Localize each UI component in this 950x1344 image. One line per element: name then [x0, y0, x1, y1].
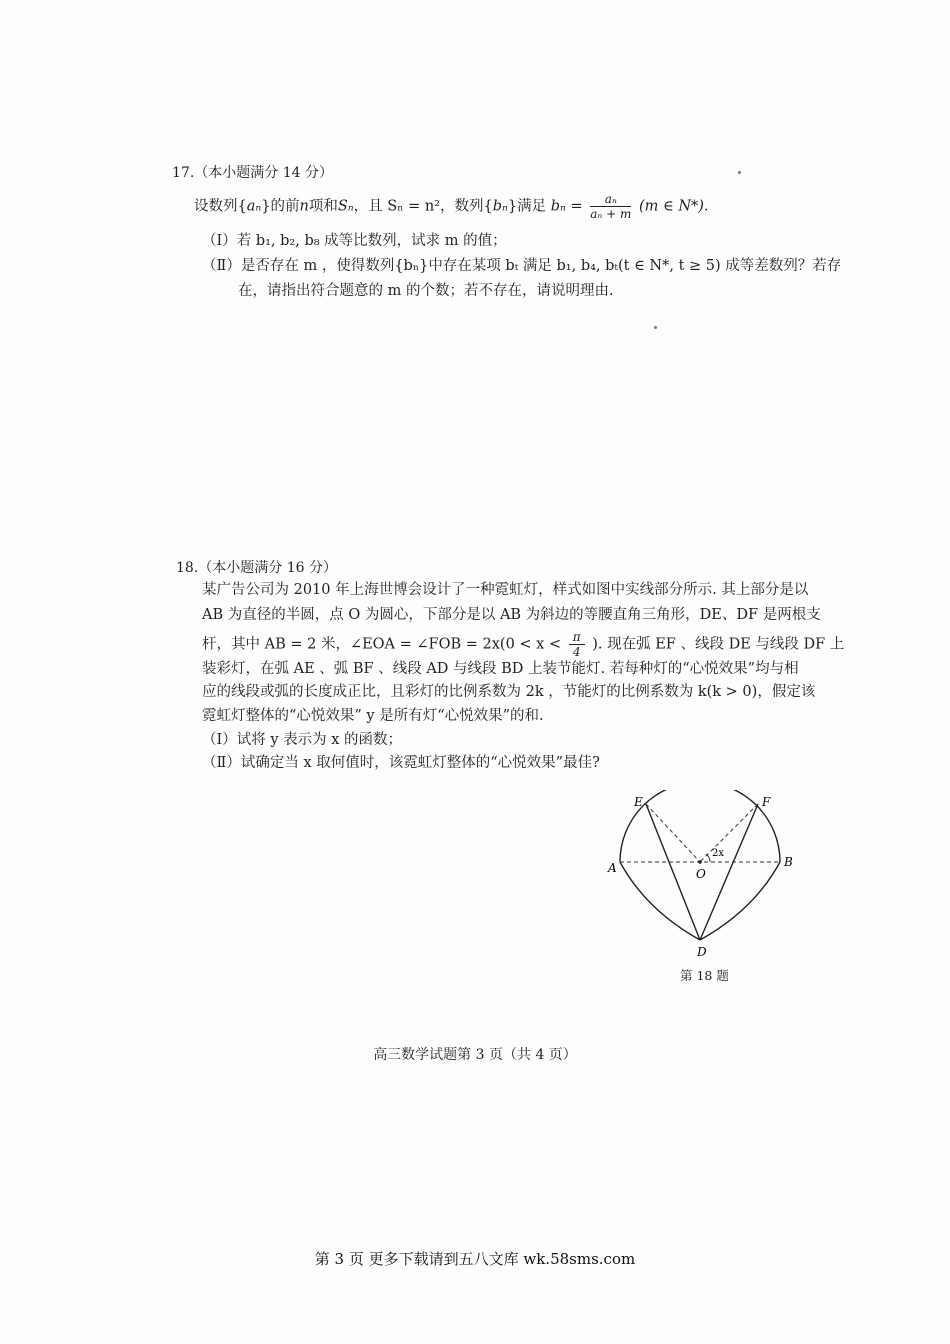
q18-header: 18.（本小题满分 16 分） [176, 560, 337, 576]
q17-stem-part: bₙ = [550, 198, 583, 215]
q17-part2-line1: （Ⅱ）是否存在 m ，使得数列{bₙ}中存在某项 bₜ 满足 b₁, b₄, bₜ(t ∈ N*, t ≥ 5) 成等差数列？若存 [202, 258, 842, 274]
q17-stem-part: n [299, 198, 309, 215]
q17-stem-part: }的前 [261, 198, 300, 215]
segment-df [700, 804, 758, 940]
q17-part2-line2: 在，请指出符合题意的 m 的个数；若不存在，请说明理由. [238, 283, 614, 299]
q17-stem-part: 设数列{ [194, 198, 247, 215]
label-O: O [696, 867, 706, 881]
download-footer: 第 3 页 更多下载请到五八文库 wk.58sms.com [314, 1250, 636, 1268]
q17-stem-part: aₙ [246, 198, 262, 215]
q18-fraction-numerator: π [569, 630, 585, 645]
q17-stem-part: Sₙ [337, 198, 354, 215]
page-footer-label: 高三数学试题第 3 页（共 4 页） [373, 1047, 577, 1063]
segment-de [646, 804, 700, 940]
q18-line4: 装彩灯，在弧 AE 、弧 BF 、线段 AD 与线段 BD 上装节能灯. 若每种灯的“心悦效果”均与相 [202, 661, 799, 677]
q18-line5: 应的线段或弧的长度成正比，且彩灯的比例系数为 2k ，节能灯的比例系数为 k(k > 0)，假定该 [202, 684, 816, 700]
q18-line3 [202, 630, 844, 659]
q18-fraction-denominator: 4 [572, 645, 581, 659]
q17-stem-part: (m ∈ N*). [638, 198, 709, 215]
label-D: D [697, 945, 707, 959]
q18-part1: （Ⅰ）试将 y 表示为 x 的函数； [202, 732, 403, 748]
q17-fraction [590, 192, 631, 221]
q17-stem-part: ，且 Sₙ = n²，数列{ [353, 198, 493, 215]
q18-figure [606, 790, 806, 960]
label-A: A [608, 861, 617, 875]
q18-fraction [569, 630, 585, 659]
scan-speck [654, 326, 657, 329]
q17-part1: （Ⅰ）若 b₁, b₂, b₈ 成等比数列，试求 m 的值； [202, 233, 507, 249]
q17-stem-part: 项和 [308, 198, 338, 215]
q17-stem [194, 192, 709, 221]
center-point [698, 860, 702, 864]
label-F: F [762, 795, 771, 809]
q18-part2: （Ⅱ）试确定当 x 取何值时，该霓虹灯整体的“心悦效果”最佳? [202, 755, 600, 771]
segment-of [700, 804, 758, 862]
label-angle: 2x [712, 848, 725, 859]
q18-line6: 霓虹灯整体的“心悦效果” y 是所有灯“心悦效果”的和. [202, 708, 544, 724]
semicircle-arc [620, 790, 780, 862]
q18-line1: 某广告公司为 2010 年上海世博会设计了一种霓虹灯，样式如图中实线部分所示. 其上部分是以 [202, 582, 809, 598]
segment-bd [700, 862, 780, 940]
q17-stem-part: }满足 [507, 198, 547, 215]
q18-line3-part: ). 现在弧 EF 、线段 DE 与线段 DF 上 [592, 636, 845, 653]
label-E: E [634, 795, 643, 809]
segment-oe [646, 804, 700, 862]
segment-ad [620, 862, 700, 940]
q17-fraction-numerator: aₙ [590, 192, 631, 207]
q17-stem-part: bₙ [492, 198, 508, 215]
q17-header: 17.（本小题满分 14 分） [172, 165, 333, 181]
scan-speck [738, 171, 741, 174]
q18-line2: AB 为直径的半圆，点 O 为圆心，下部分是以 AB 为斜边的等腰直角三角形，DE、DF 是两根支 [202, 607, 821, 623]
label-B: B [784, 855, 793, 869]
q18-line3-part: 杆，其中 AB = 2 米，∠EOA = ∠FOB = 2x(0 < x < [202, 636, 562, 653]
figure-caption: 第 18 题 [680, 968, 729, 983]
q17-fraction-denominator: aₙ + m [590, 207, 632, 221]
